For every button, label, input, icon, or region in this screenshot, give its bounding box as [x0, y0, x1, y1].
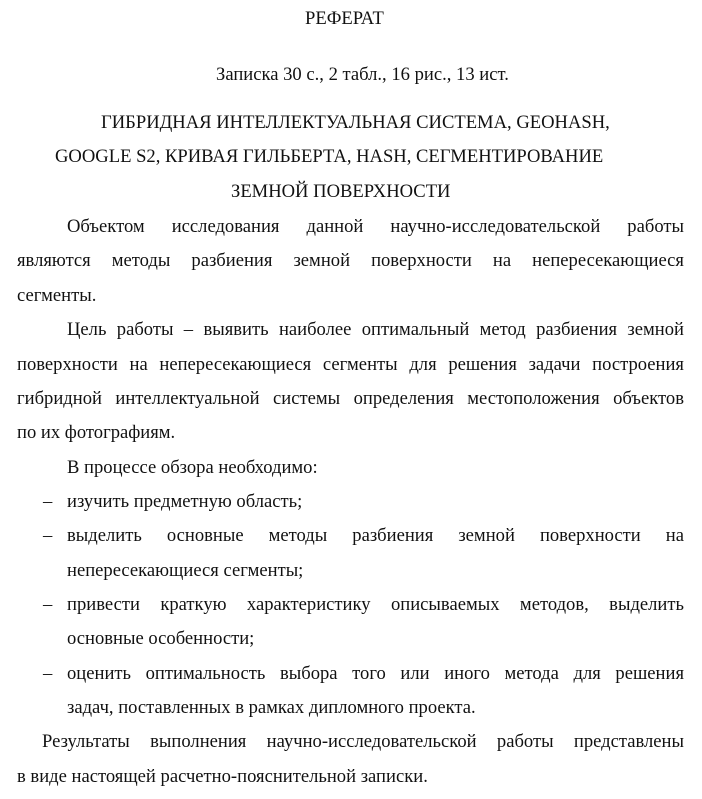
list-item-3-line-1: привести краткую характеристику описываемых методов, выделить [67, 594, 684, 615]
list-item-2-line-1: выделить основные методы разбиения земной поверхности на [67, 525, 684, 546]
results-paragraph-line-2: в виде настоящей расчетно-пояснительной записки. [17, 766, 428, 787]
goal-paragraph-line-4: по их фотографиям. [17, 422, 176, 443]
goal-paragraph-line-1: Цель работы – выявить наиболее оптимальный метод разбиения земной [67, 319, 684, 340]
page-title: РЕФЕРАТ [305, 8, 384, 29]
list-bullet: – [43, 663, 53, 684]
summary-line: Записка 30 с., 2 табл., 16 рис., 13 ист. [216, 64, 509, 85]
goal-paragraph-line-2: поверхности на непересекающиеся сегменты для решения задачи построения [17, 354, 684, 375]
list-bullet: – [43, 491, 53, 512]
list-item-2-line-2: непересекающиеся сегменты; [67, 560, 304, 581]
abstract-page [17, 0, 684, 799]
keywords-line-1: ГИБРИДНАЯ ИНТЕЛЛЕКТУАЛЬНАЯ СИСТЕМА, GEOHASH, [101, 112, 610, 133]
list-item-1: изучить предметную область; [67, 491, 303, 512]
review-intro: В процессе обзора необходимо: [67, 457, 318, 478]
goal-paragraph-line-3: гибридной интеллектуальной системы определения местоположения объектов [17, 388, 684, 409]
keywords-line-2: GOOGLE S2, КРИВАЯ ГИЛЬБЕРТА, HASH, СЕГМЕНТИРОВАНИЕ [55, 146, 604, 167]
list-bullet: – [43, 594, 53, 615]
list-bullet: – [43, 525, 53, 546]
list-item-4-line-1: оценить оптимальность выбора того или иного метода для решения [67, 663, 684, 684]
results-paragraph-line-1: Результаты выполнения научно-исследовательской работы представлены [42, 731, 684, 752]
list-item-3-line-2: основные особенности; [67, 628, 255, 649]
object-paragraph-line-2: являются методы разбиения земной поверхности на непересекающиеся [17, 250, 684, 271]
keywords-line-3: ЗЕМНОЙ ПОВЕРХНОСТИ [231, 181, 451, 202]
object-paragraph-line-3: сегменты. [17, 285, 97, 306]
object-paragraph-line-1: Объектом исследования данной научно-исследовательской работы [67, 216, 684, 237]
list-item-4-line-2: задач, поставленных в рамках дипломного проекта. [67, 697, 476, 718]
